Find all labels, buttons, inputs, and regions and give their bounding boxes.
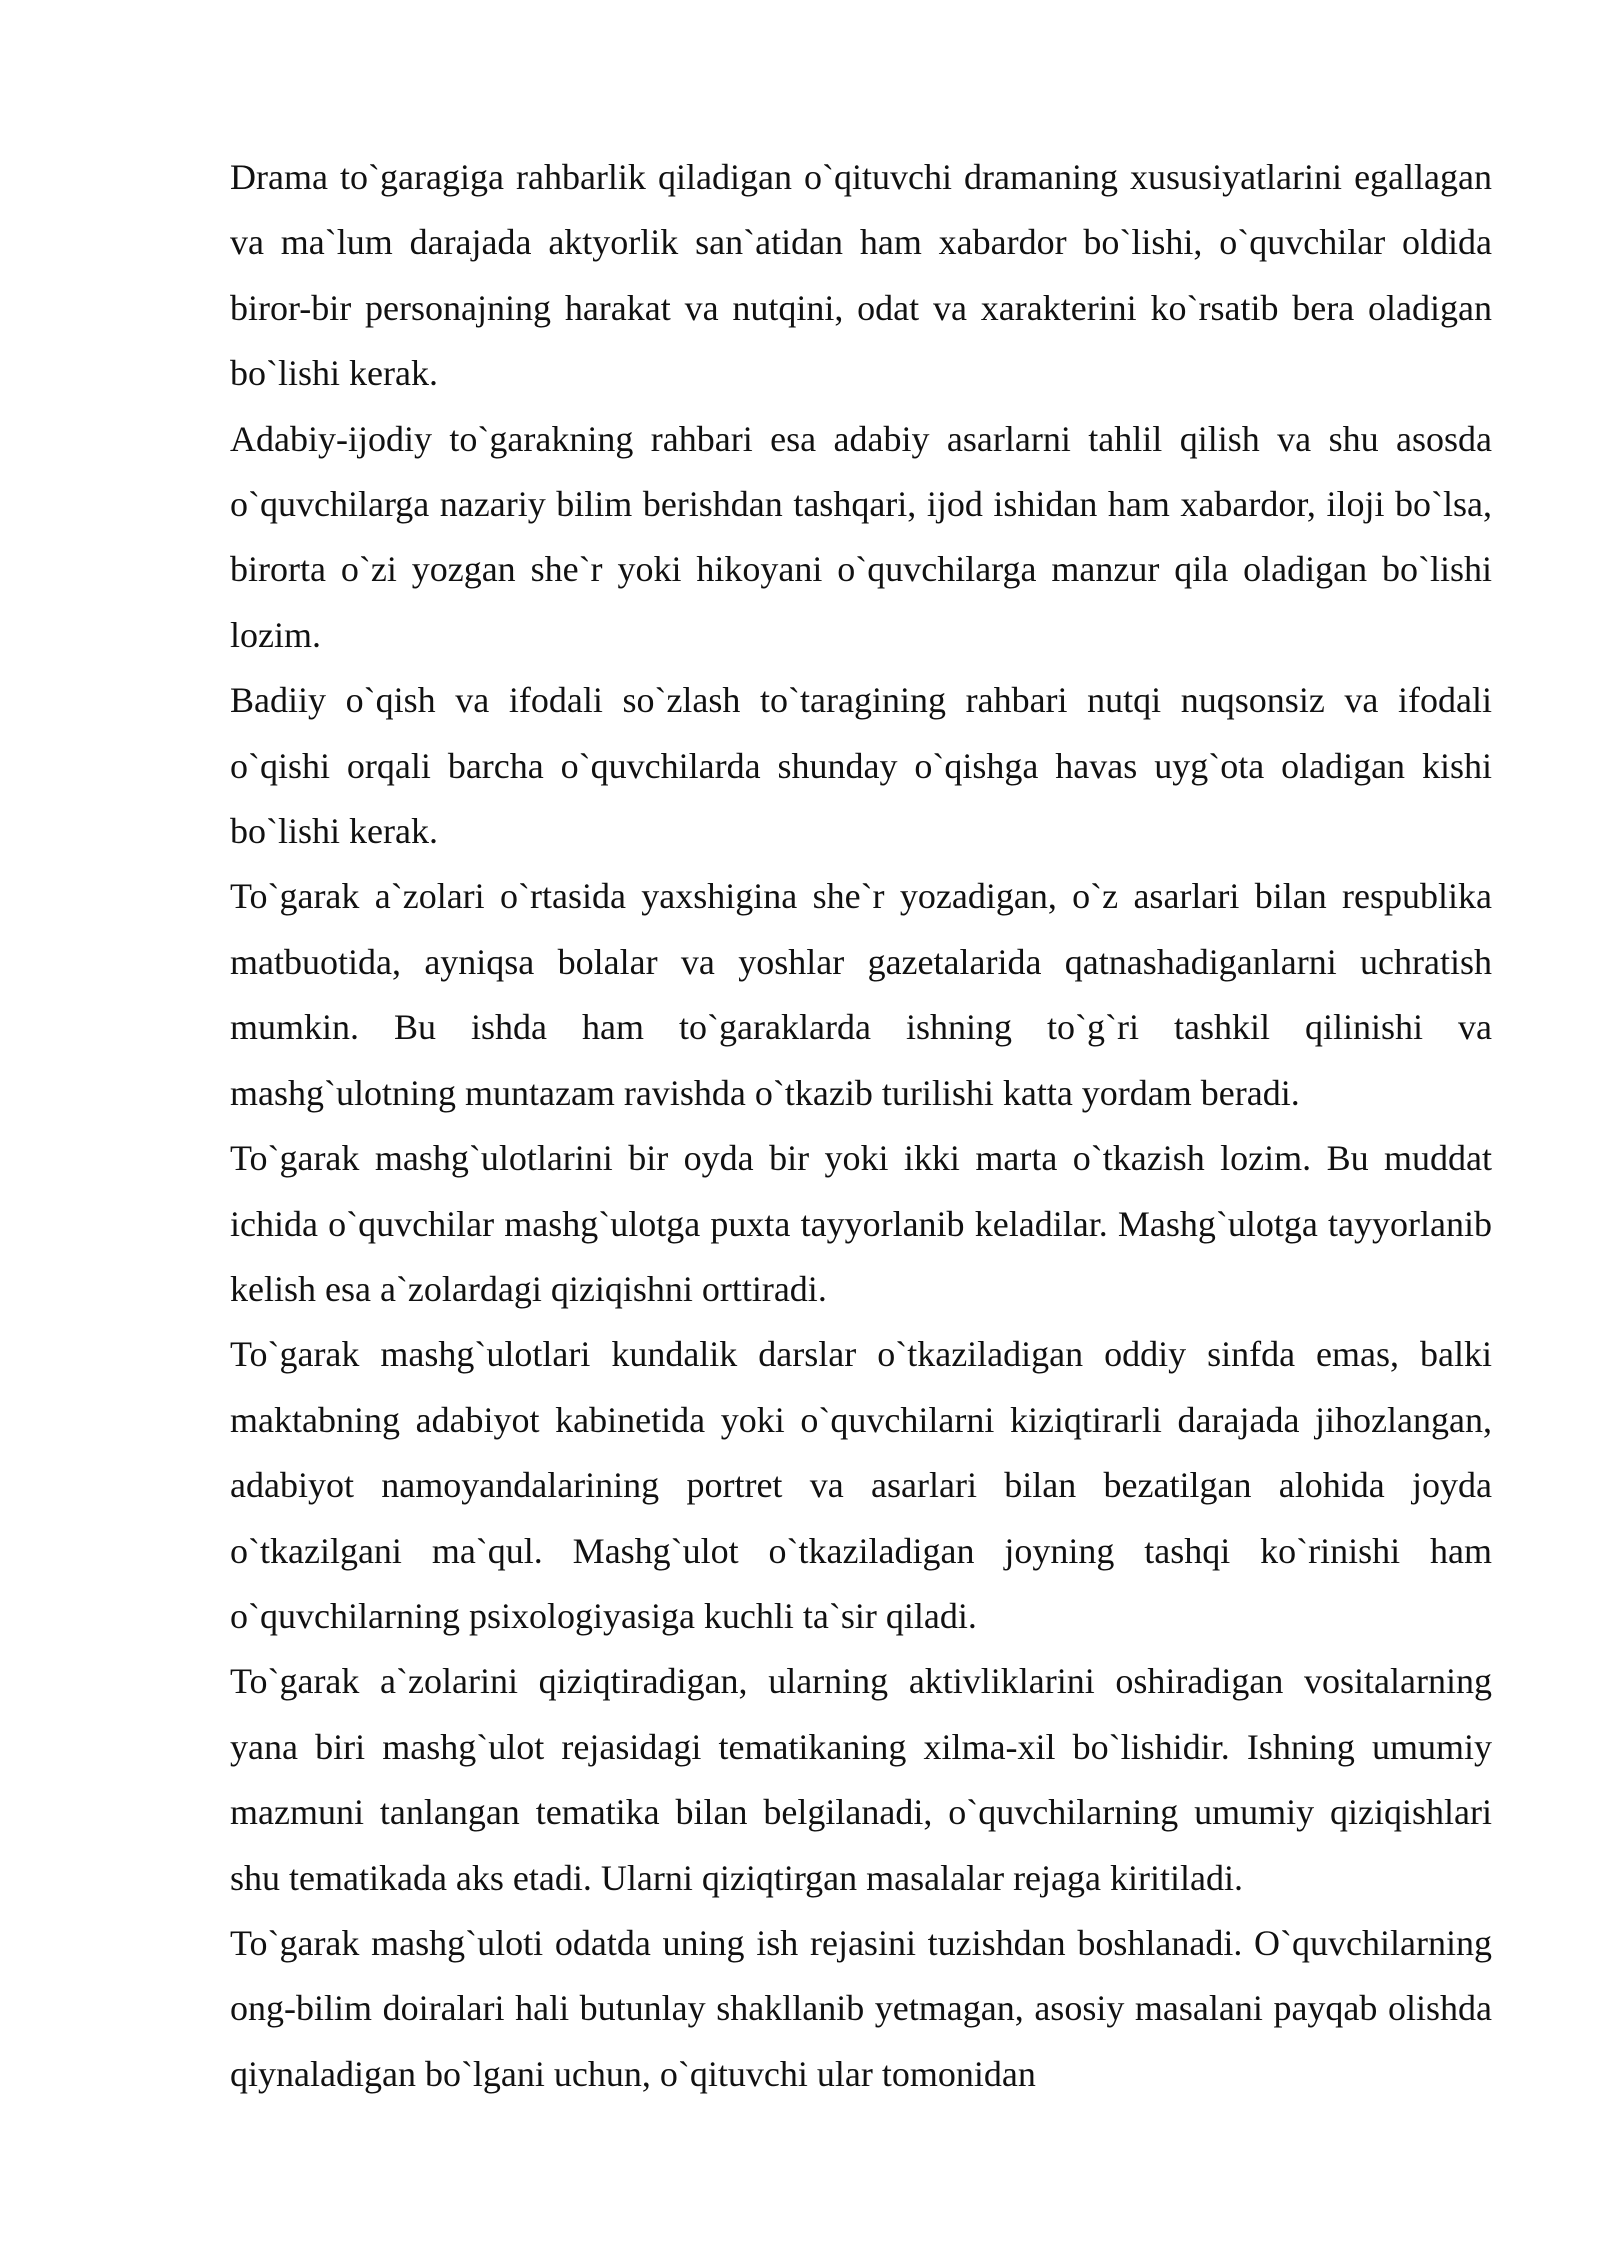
paragraph-literary-circle-leader: Adabiy-ijodiy to`garakning rahbari esa adabiy asarlarni tahlil qilish va shu asosda o`quvchilarga nazariy bilim berishdan tashqari, ijod ishidan ham xabardor, iloji bo`lsa, birorta o`zi yozgan she`r yoki hikoyani o`quvchilarga manzur qila oladigan bo`lishi lozim. [230, 418, 1492, 655]
paragraph-session-location: To`garak mashg`ulotlari kundalik darslar o`tkaziladigan oddiy sinfda emas, balki maktabning adabiyot kabinetida yoki o`quvchilarni kiziqtirarli darajada jihozlangan, adabiyot namoyandalarining portret va asarlari bilan bezatilgan alohida joyda o`tkazilgani ma`qul. Mashg`ulot o`tkaziladigan joyning tashqi ko`rinishi ham o`quvchilarning psixologiyasiga kuchli ta`sir qiladi. [230, 1334, 1492, 1636]
paragraph-work-plan: To`garak mashg`uloti odatda uning ish rejasini tuzishdan boshlanadi. O`quvchilarning ong-bilim doiralari hali butunlay shakllanib yetmagan, asosiy masalani payqab olishda qiynaladigan bo`lgani uchun, o`qituvchi ular tomonidan [230, 1922, 1492, 2094]
paragraph-session-frequency: To`garak mashg`ulotlarini bir oyda bir yoki ikki marta o`tkazish lozim. Bu muddat ichida o`quvchilar mashg`ulotga puxta tayyorlanib keladilar. Mashg`ulotga tayyorlanib kelish esa a`zolardagi qiziqishni orttiradi. [230, 1138, 1492, 1309]
paragraph-drama-circle-leader: Drama to`garagiga rahbarlik qiladigan o`qituvchi dramaning xususiyatlarini egallagan va ma`lum darajada aktyorlik san`atidan ham xabardor bo`lishi, o`quvchilar oldida biror-bir personajning harakat va nutqini, odat va xarakterini ko`rsatib bera oladigan bo`lishi kerak. [230, 157, 1492, 394]
paragraph-reading-circle-leader: Badiiy o`qish va ifodali so`zlash to`taragining rahbari nutqi nuqsonsiz va ifodali o`qishi orqali barcha o`quvchilarda shunday o`qishga havas uyg`ota oladigan kishi bo`lishi kerak. [230, 680, 1492, 852]
paragraph-circle-members: To`garak a`zolari o`rtasida yaxshigina she`r yozadigan, o`z asarlari bilan respublika matbuotida, ayniqsa bolalar va yoshlar gazetalarida qatnashadiganlarni uchratish mumkin. Bu ishda ham to`garaklarda ishning to`g`ri tashkil qilinishi va mashg`ulotning muntazam ravishda o`tkazib turilishi katta yordam beradi. [230, 876, 1492, 1113]
document-page [230, 145, 1492, 2107]
paragraph-thematic-variety: To`garak a`zolarini qiziqtiradigan, ularning aktivliklarini oshiradigan vositalarning yana biri mashg`ulot rejasidagi tematikaning xilma-xil bo`lishidir. Ishning umumiy mazmuni tanlangan tematika bilan belgilanadi, o`quvchilarning umumiy qiziqishlari shu tematikada aks etadi. Ularni qiziqtirgan masalalar rejaga kiritiladi. [230, 1661, 1492, 1898]
